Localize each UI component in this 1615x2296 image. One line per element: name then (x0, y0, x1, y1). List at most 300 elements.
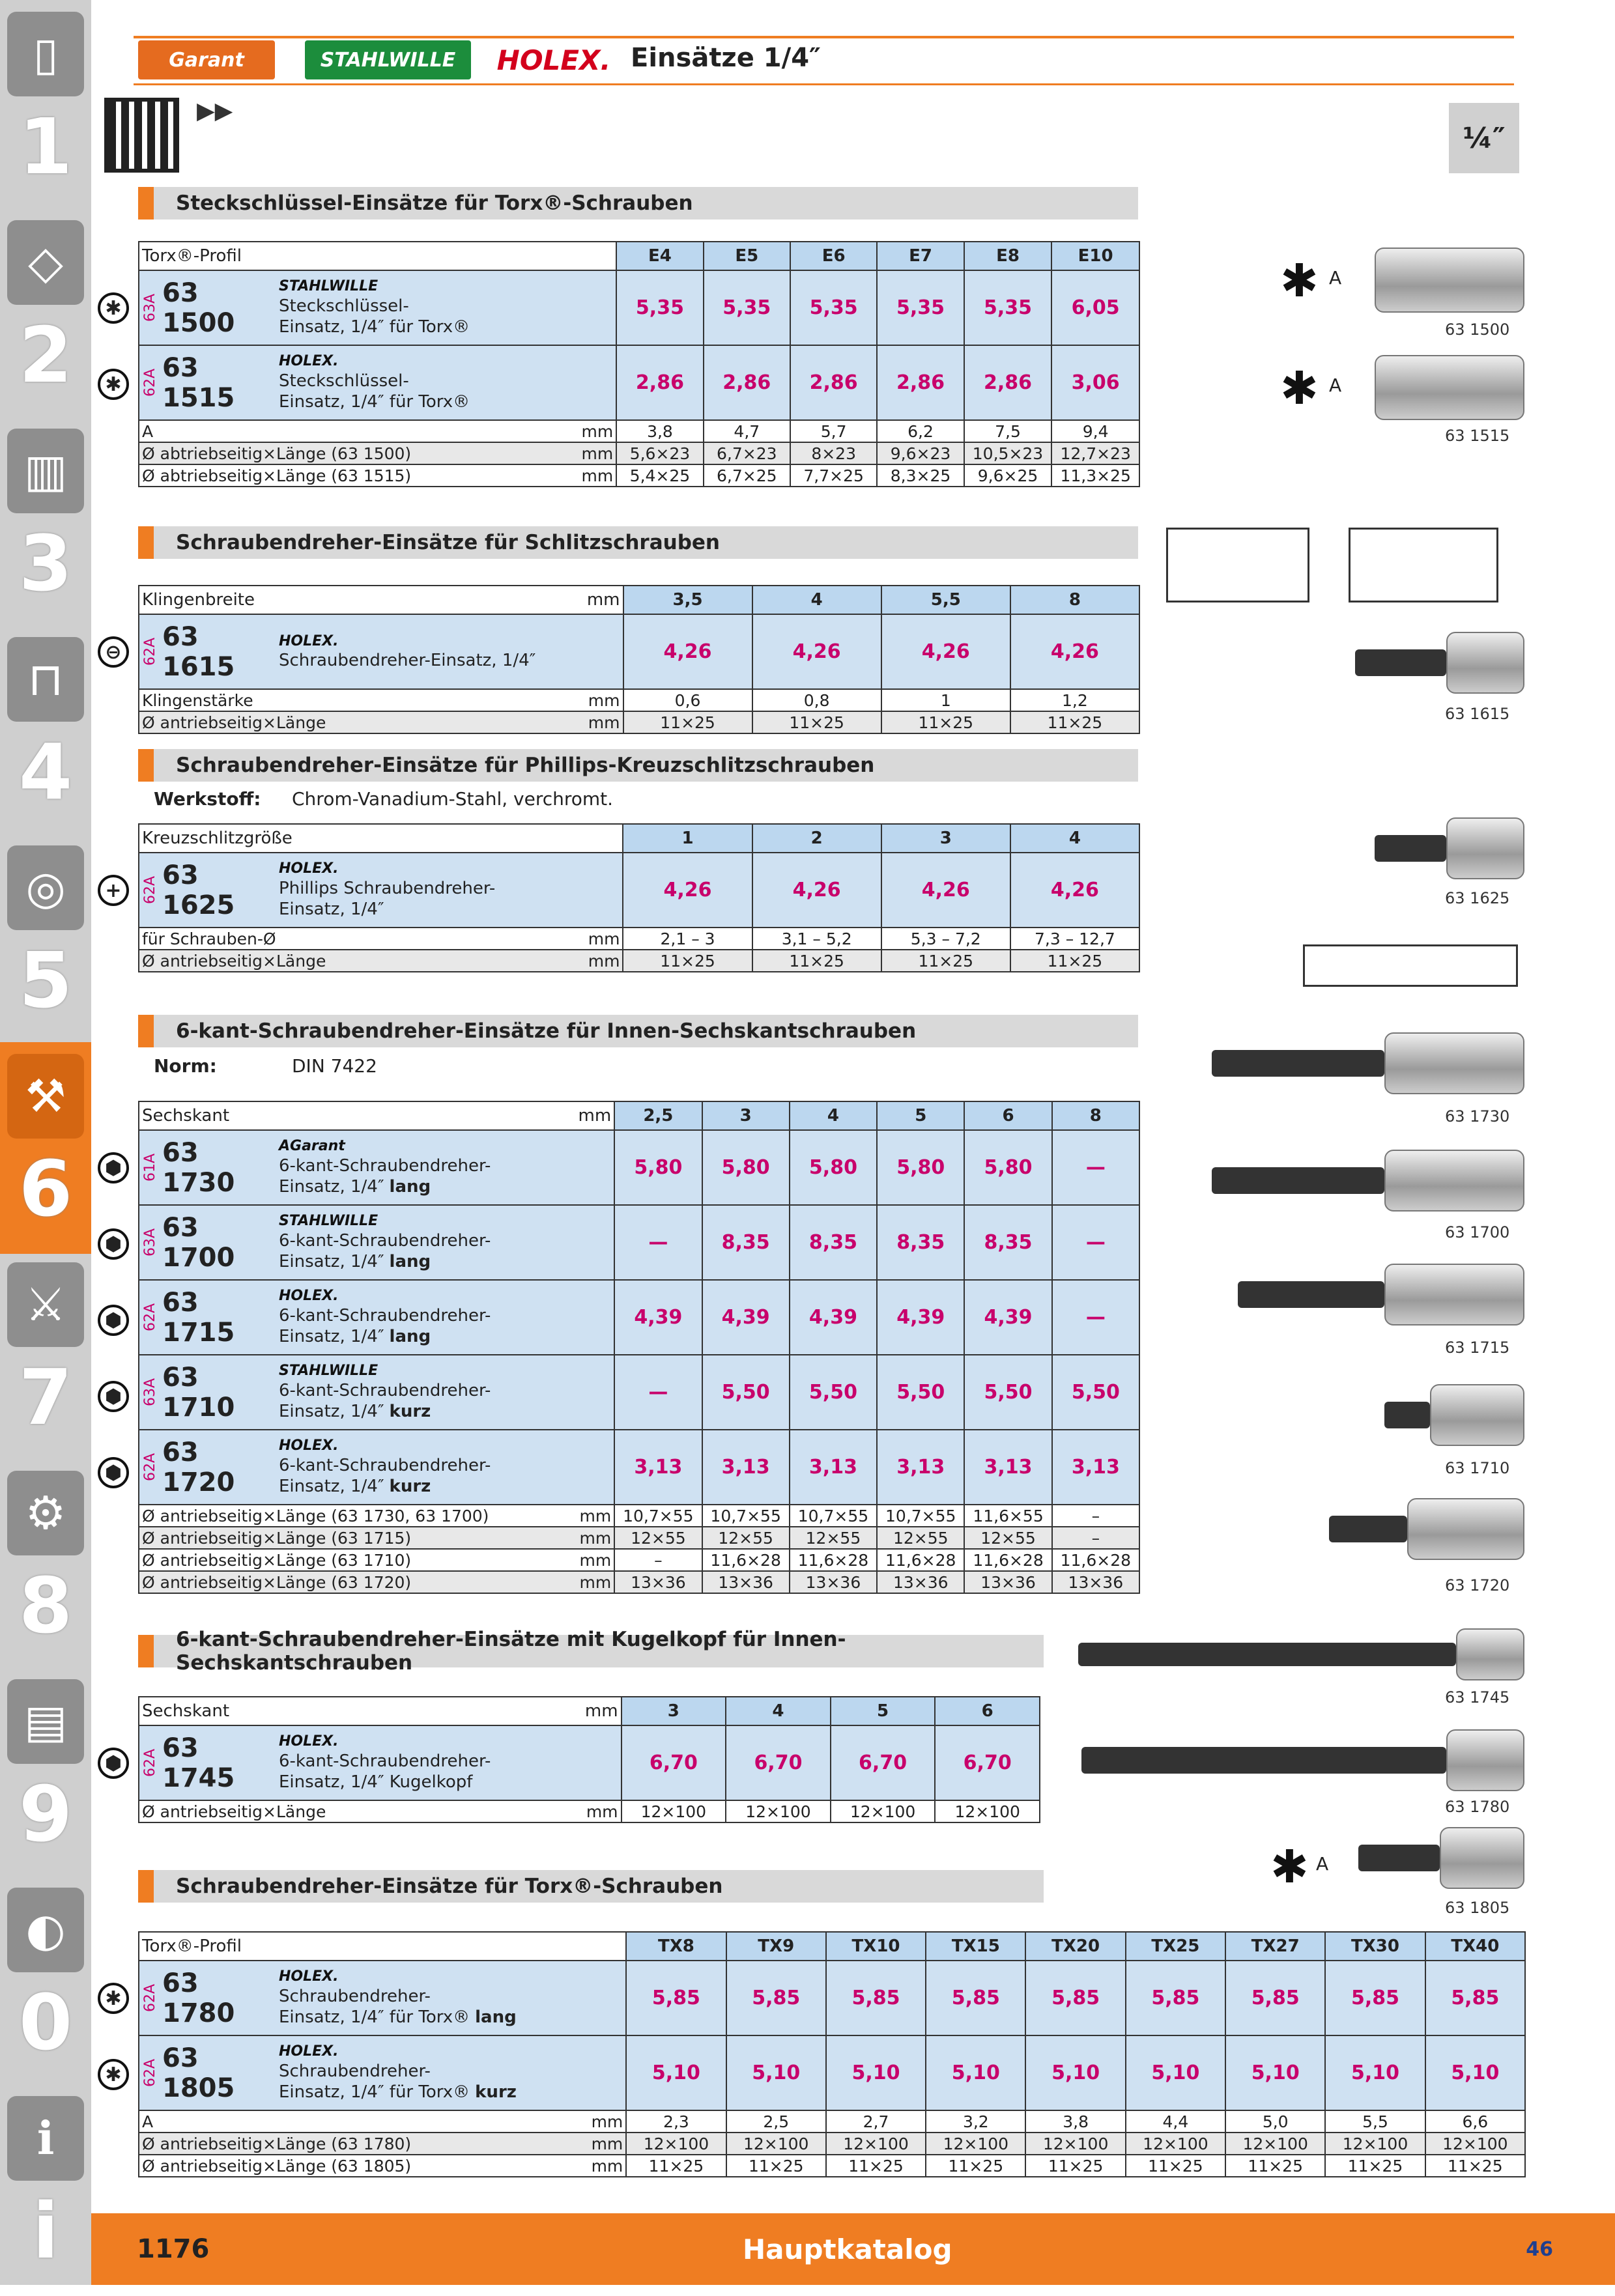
spec-value: – (614, 1549, 702, 1571)
price-cell[interactable]: 5,10 (1425, 2035, 1525, 2110)
product-info (142, 860, 620, 920)
spec-row (139, 1549, 1139, 1571)
price-cell[interactable]: 8,35 (877, 1205, 964, 1280)
spec-value: 12×100 (726, 1800, 831, 1822)
spec-value: 3,8 (1025, 2110, 1125, 2133)
price-cell[interactable]: 5,50 (702, 1355, 790, 1430)
sidebar-tab-1[interactable] (0, 0, 91, 212)
description-line-1: 6-kant-Schraubendreher- (279, 1380, 491, 1400)
price-cell[interactable]: — (1052, 1130, 1139, 1205)
price-cell[interactable]: 8,35 (964, 1205, 1051, 1280)
product-image-label: 63 1710 (1445, 1459, 1510, 1477)
hex-socket-icon: ⬢ (98, 1457, 129, 1488)
spec-value: 5,4×25 (616, 464, 703, 487)
product-table (138, 241, 1140, 487)
header-label: Klingenbreite (139, 586, 584, 614)
price-cell[interactable]: 5,85 (1425, 1961, 1525, 2035)
price-cell[interactable]: 5,35 (616, 270, 703, 345)
spec-value: 13×36 (1052, 1571, 1139, 1593)
price-cell[interactable]: 3,13 (790, 1430, 877, 1505)
spec-value: 2,7 (826, 2110, 926, 2133)
spec-row (139, 1800, 1040, 1822)
spec-label: Klingenstärke (139, 689, 584, 711)
price-cell[interactable]: — (1052, 1280, 1139, 1355)
price-group-code: 61A (142, 1153, 158, 1182)
size-column-header: 3 (622, 1697, 726, 1725)
spec-value: 11×25 (1325, 2155, 1425, 2177)
price-cell[interactable]: 2,86 (790, 345, 877, 420)
bit-631625-image-bit (1375, 835, 1446, 862)
torx-profile-icon: ✱ (1280, 254, 1319, 307)
product-image-label: 63 1780 (1445, 1798, 1510, 1816)
price-cell[interactable]: 5,85 (1126, 1961, 1225, 2035)
spec-value: 5,0 (1225, 2110, 1325, 2133)
sidebar-tab-i[interactable] (0, 2084, 91, 2296)
price-cell[interactable]: 5,10 (1126, 2035, 1225, 2110)
spec-value: 11×25 (881, 950, 1010, 972)
price-cell[interactable]: 5,85 (626, 1961, 726, 2035)
price-group-code: 62A (142, 637, 158, 666)
product-row[interactable] (139, 345, 1139, 420)
article-number[interactable]: 63 1805 (162, 2043, 235, 2103)
product-row[interactable] (139, 1130, 1139, 1205)
sidebar-tab-4[interactable] (0, 625, 91, 837)
spec-value: 11×25 (926, 2155, 1025, 2177)
chapter-number: i (32, 2186, 59, 2276)
brand-label: HOLEX. (279, 1288, 339, 1305)
size-column-header: 4 (752, 586, 881, 614)
spec-value: 12×55 (964, 1527, 1051, 1549)
product-id (142, 622, 279, 682)
price-cell[interactable]: — (1052, 1205, 1139, 1280)
description-line-2: Einsatz, 1/4″ (279, 900, 384, 920)
product-table (138, 823, 1140, 972)
spec-value: 11×25 (1025, 2155, 1125, 2177)
spec-value: 10,7×55 (790, 1505, 877, 1527)
spec-value: 2,3 (626, 2110, 726, 2133)
section-title: 6-kant-Schraubendreher-Einsätze für Innen-Sechskantschrauben (138, 1015, 1138, 1047)
variant-label: lang (389, 1252, 431, 1272)
article-number[interactable]: 63 1730 (162, 1137, 235, 1198)
spec-row (139, 1571, 1139, 1593)
bit-631805-image-bit (1358, 1845, 1440, 1872)
spec-value: 6,6 (1425, 2110, 1525, 2133)
product-row[interactable] (139, 1280, 1139, 1355)
product-id (142, 1138, 279, 1198)
product-image-label: 63 1715 (1445, 1339, 1510, 1357)
product-table (138, 1696, 1040, 1823)
product-description (279, 2043, 517, 2103)
article-number[interactable]: 63 1745 (162, 1733, 235, 1793)
price-cell[interactable]: 5,10 (926, 2035, 1025, 2110)
spec-label: Ø antriebseitig×Länge (63 1780) (139, 2133, 587, 2155)
size-column-header: 8 (1052, 1101, 1139, 1130)
garant-logo: Garant (138, 40, 275, 79)
price-cell[interactable]: 5,85 (1225, 1961, 1325, 2035)
size-column-header: 2 (752, 824, 881, 853)
spec-value: 10,7×55 (877, 1505, 964, 1527)
price-cell[interactable]: 5,85 (926, 1961, 1025, 2035)
holex-logo: HOLEX. (496, 44, 611, 76)
sidebar-tab-9[interactable] (0, 1667, 91, 1879)
spec-row (139, 689, 1139, 711)
chapter-6-icon: ⚒ (7, 1054, 84, 1139)
chapter-2-icon: ◇ (7, 220, 84, 305)
brand-label: HOLEX. (279, 1733, 339, 1750)
spec-value: 13×36 (614, 1571, 702, 1593)
product-row[interactable] (139, 1430, 1139, 1505)
product-row[interactable] (139, 270, 1139, 345)
article-number[interactable]: 63 1615 (162, 621, 235, 682)
product-row[interactable] (139, 2035, 1525, 2110)
spec-unit: mm (582, 1800, 622, 1822)
spec-value: 11×25 (626, 2155, 726, 2177)
price-cell[interactable]: 5,35 (964, 270, 1052, 345)
product-description (279, 1287, 491, 1348)
spec-row (139, 711, 1139, 733)
bit-631615-image-bit (1355, 649, 1446, 677)
price-cell[interactable]: 5,80 (702, 1130, 790, 1205)
article-number[interactable]: 63 1710 (162, 1362, 235, 1423)
price-cell[interactable]: 5,80 (877, 1130, 964, 1205)
article-number[interactable]: 63 1780 (162, 1968, 235, 2028)
spec-value: 1,2 (1010, 689, 1139, 711)
price-cell[interactable]: 4,39 (702, 1280, 790, 1355)
header-label: Kreuzschlitzgröße (139, 824, 584, 853)
product-cell (139, 1355, 614, 1430)
spec-label: Ø antriebseitig×Länge (63 1720) (139, 1571, 575, 1593)
spec-value: 3,2 (926, 2110, 1025, 2133)
spec-label: Ø antriebseitig×Länge (63 1715) (139, 1527, 575, 1549)
spec-value: 11×25 (826, 2155, 926, 2177)
product-cell (139, 270, 616, 345)
price-cell[interactable]: 5,85 (1325, 1961, 1425, 2035)
price-cell[interactable]: 5,80 (790, 1130, 877, 1205)
size-column-header: TX27 (1225, 1932, 1325, 1961)
price-cell[interactable]: 5,50 (877, 1355, 964, 1430)
product-table (138, 585, 1140, 734)
spec-value: 11×25 (623, 950, 752, 972)
product-id (142, 1968, 279, 2028)
article-number[interactable]: 63 1720 (162, 1437, 235, 1497)
bit-631730-image-bit (1212, 1050, 1384, 1077)
price-cell[interactable]: — (614, 1205, 702, 1280)
spec-value: 12×55 (877, 1527, 964, 1549)
spec-value: 2,5 (726, 2110, 826, 2133)
price-cell[interactable]: 6,70 (622, 1725, 726, 1800)
description-line-1: Phillips Schraubendreher- (279, 878, 496, 898)
size-column-header: TX20 (1025, 1932, 1125, 1961)
spec-value: 12,7×23 (1051, 442, 1139, 464)
description-line-1: Steckschlüssel- (279, 371, 409, 391)
price-cell[interactable]: 8,35 (790, 1205, 877, 1280)
price-cell[interactable]: 5,50 (964, 1355, 1051, 1430)
price-cell[interactable]: 6,05 (1051, 270, 1139, 345)
product-row[interactable] (139, 1355, 1139, 1430)
price-cell[interactable]: 3,13 (702, 1430, 790, 1505)
size-column-header: 3,5 (623, 586, 752, 614)
spec-value: 11,6×28 (702, 1549, 790, 1571)
size-column-header: E7 (877, 242, 964, 270)
price-cell[interactable]: 3,13 (964, 1430, 1051, 1505)
chapter-number: 5 (18, 935, 73, 1025)
price-cell[interactable]: 2,86 (704, 345, 790, 420)
description-line-1: Schraubendreher- (279, 1986, 431, 2006)
price-cell[interactable]: 4,39 (964, 1280, 1051, 1355)
variant-label: kurz (389, 1402, 431, 1422)
header-unit (584, 824, 623, 853)
sidebar-tab-6[interactable] (0, 1042, 91, 1254)
price-cell[interactable]: — (614, 1355, 702, 1430)
price-cell[interactable]: 5,35 (790, 270, 877, 345)
article-number[interactable]: 63 1700 (162, 1212, 235, 1273)
price-cell[interactable]: 5,85 (1025, 1961, 1125, 2035)
spec-unit: mm (577, 442, 616, 464)
spec-value: 5,3 – 7,2 (881, 928, 1010, 950)
bit-631745-image (1456, 1628, 1524, 1680)
bit-631715-image-bit (1238, 1281, 1384, 1309)
product-info (142, 2043, 623, 2103)
product-table (138, 1931, 1526, 2177)
description-line-1: Schraubendreher-Einsatz, 1/4″ (279, 651, 536, 670)
spec-unit: mm (587, 2110, 626, 2133)
spec-value: 11,6×28 (964, 1549, 1051, 1571)
product-cell (139, 1130, 614, 1205)
price-cell[interactable]: 2,86 (616, 345, 703, 420)
sidebar-tab-0[interactable] (0, 1876, 91, 2088)
meta-label: Werkstoff: (154, 788, 261, 810)
price-cell[interactable]: 5,10 (626, 2035, 726, 2110)
product-image-label: 63 1700 (1445, 1223, 1510, 1241)
chapter-8-icon: ⚙ (7, 1471, 84, 1555)
price-cell[interactable]: 3,06 (1051, 345, 1139, 420)
chapter-4-icon: ⊓ (7, 637, 84, 722)
sidebar-tab-2[interactable] (0, 208, 91, 420)
forward-arrow-icon[interactable]: ▶▶ (197, 98, 233, 124)
size-column-header: 6 (964, 1101, 1051, 1130)
price-group-code: 62A (142, 875, 158, 905)
spec-value: 6,2 (877, 420, 964, 442)
table-header-row (139, 242, 1139, 270)
spec-value: 7,3 – 12,7 (1010, 928, 1139, 950)
torx-profile-icon: ✱ (1280, 361, 1319, 415)
price-cell[interactable]: 3,13 (1052, 1430, 1139, 1505)
spec-row (139, 2110, 1525, 2133)
spec-value: 11×25 (623, 711, 752, 733)
product-id (142, 1733, 279, 1793)
sidebar-tab-3[interactable] (0, 417, 91, 629)
spec-value: 5,7 (790, 420, 877, 442)
header-unit (587, 1932, 626, 1961)
price-cell[interactable]: 6,70 (726, 1725, 831, 1800)
product-description (279, 1362, 491, 1423)
spec-value: 12×55 (702, 1527, 790, 1549)
size-column-header: TX25 (1126, 1932, 1225, 1961)
table-header-row (139, 1101, 1139, 1130)
product-id (142, 1363, 279, 1423)
product-id (142, 860, 279, 920)
price-cell[interactable]: 4,26 (881, 614, 1010, 689)
size-column-header: TX40 (1425, 1932, 1525, 1961)
spec-value: 12×100 (1126, 2133, 1225, 2155)
size-badge: ¼″ (1449, 103, 1519, 173)
price-cell[interactable]: 5,85 (826, 1961, 926, 2035)
bit-631720-image-bit (1329, 1516, 1407, 1543)
product-table (138, 1101, 1140, 1594)
description-line-1: 6-kant-Schraubendreher- (279, 1751, 491, 1771)
spec-value: 10,5×23 (964, 442, 1052, 464)
price-cell[interactable]: 4,26 (752, 614, 881, 689)
size-column-header: 3 (881, 824, 1010, 853)
price-cell[interactable]: 4,26 (623, 853, 752, 928)
product-id (142, 353, 279, 413)
price-cell[interactable]: 4,39 (790, 1280, 877, 1355)
section-title: Schraubendreher-Einsätze für Schlitzschrauben (138, 526, 1138, 559)
price-cell[interactable]: 4,26 (881, 853, 1010, 928)
description-line-2: Einsatz, 1/4″ (279, 1252, 384, 1272)
brand-label: AGarant (279, 1138, 345, 1155)
article-number[interactable]: 63 1715 (162, 1287, 235, 1348)
spec-value: 13×36 (964, 1571, 1051, 1593)
price-cell[interactable]: 4,26 (752, 853, 881, 928)
product-cell (139, 1430, 614, 1505)
spec-value: 12×100 (926, 2133, 1025, 2155)
torx-star-icon: ✱ (98, 292, 129, 324)
dimension-A: A (1329, 267, 1342, 289)
product-cell (139, 1205, 614, 1280)
article-number[interactable]: 63 1625 (162, 860, 235, 920)
section-meta (154, 788, 613, 810)
price-cell[interactable]: 8,35 (702, 1205, 790, 1280)
spec-value: 13×36 (702, 1571, 790, 1593)
spec-value: 13×36 (790, 1571, 877, 1593)
meta-value: DIN 7422 (292, 1055, 377, 1077)
description-line-2: Einsatz, 1/4″ (279, 1477, 384, 1497)
price-cell[interactable]: 4,26 (1010, 853, 1139, 928)
meta-value: Chrom-Vanadium-Stahl, verchromt. (292, 788, 614, 810)
chapter-number: 7 (18, 1352, 73, 1442)
product-image-label: 63 1625 (1445, 889, 1510, 907)
spec-row (139, 928, 1139, 950)
price-cell[interactable]: 4,39 (614, 1280, 702, 1355)
price-cell[interactable]: 5,10 (726, 2035, 826, 2110)
sidebar-tab-7[interactable] (0, 1251, 91, 1462)
price-cell[interactable]: 4,39 (877, 1280, 964, 1355)
spec-value: 4,7 (704, 420, 790, 442)
spec-value: 6,7×23 (704, 442, 790, 464)
header-label: Sechskant (139, 1101, 575, 1130)
size-column-header: TX8 (626, 1932, 726, 1961)
qr-code-icon[interactable] (104, 98, 179, 173)
spec-row (139, 1505, 1139, 1527)
price-cell[interactable]: 5,35 (704, 270, 790, 345)
description-line-2: Einsatz, 1/4″ für Torx® (279, 317, 470, 337)
price-cell[interactable]: 4,26 (1010, 614, 1139, 689)
size-column-header: 8 (1010, 586, 1139, 614)
price-cell[interactable]: 4,26 (623, 614, 752, 689)
article-number[interactable]: 63 1500 (162, 277, 235, 338)
spec-value: 12×100 (622, 1800, 726, 1822)
size-column-header: E4 (616, 242, 703, 270)
price-cell[interactable]: 6,70 (935, 1725, 1040, 1800)
chapter-3-icon: ▥ (7, 429, 84, 513)
price-cell[interactable]: 5,85 (726, 1961, 826, 2035)
product-row[interactable] (139, 853, 1139, 928)
product-cell (139, 1961, 626, 2035)
spec-row (139, 950, 1139, 972)
description-line-1: 6-kant-Schraubendreher- (279, 1455, 491, 1475)
price-cell[interactable]: 3,13 (614, 1430, 702, 1505)
price-cell[interactable]: 5,80 (964, 1130, 1051, 1205)
sidebar-tab-8[interactable] (0, 1459, 91, 1671)
price-cell[interactable]: 5,10 (826, 2035, 926, 2110)
spec-value: 7,7×25 (790, 464, 877, 487)
price-cell[interactable]: 2,86 (964, 345, 1052, 420)
spec-value: 11,6×28 (790, 1549, 877, 1571)
sidebar-tab-5[interactable] (0, 834, 91, 1045)
variant-label: kurz (389, 1477, 431, 1497)
spec-value: 4,4 (1126, 2110, 1225, 2133)
hex-bit-drawing (1303, 944, 1518, 987)
product-row[interactable] (139, 1725, 1040, 1800)
product-description (279, 1137, 491, 1198)
spec-value: 12×55 (790, 1527, 877, 1549)
bit-631700-image (1384, 1150, 1524, 1212)
product-id (142, 1213, 279, 1273)
product-info (142, 277, 613, 338)
spec-value: 12×100 (626, 2133, 726, 2155)
table-header-row (139, 824, 1139, 853)
header-unit: mm (582, 1697, 622, 1725)
size-column-header: 5,5 (881, 586, 1010, 614)
product-info (142, 1287, 611, 1348)
table-header-row (139, 1932, 1525, 1961)
price-group-code: 62A (142, 1453, 158, 1482)
spec-value: 5,6×23 (616, 442, 703, 464)
bit-631615-image (1446, 632, 1524, 694)
size-column-header: 5 (831, 1697, 936, 1725)
price-cell[interactable]: 3,13 (877, 1430, 964, 1505)
article-number[interactable]: 63 1515 (162, 352, 235, 413)
spec-unit: mm (575, 1549, 614, 1571)
product-row[interactable] (139, 614, 1139, 689)
product-row[interactable] (139, 1205, 1139, 1280)
product-description (279, 1733, 491, 1793)
spec-value: 11,6×28 (1052, 1549, 1139, 1571)
price-cell[interactable]: 5,10 (1325, 2035, 1425, 2110)
price-cell[interactable]: 5,10 (1225, 2035, 1325, 2110)
price-cell[interactable]: 5,50 (790, 1355, 877, 1430)
price-cell[interactable]: 5,35 (877, 270, 964, 345)
price-cell[interactable]: 2,86 (877, 345, 964, 420)
price-cell[interactable]: 5,80 (614, 1130, 702, 1205)
brand-label: HOLEX. (279, 2043, 339, 2060)
price-cell[interactable]: 6,70 (831, 1725, 936, 1800)
price-cell[interactable]: 5,50 (1052, 1355, 1139, 1430)
price-cell[interactable]: 5,10 (1025, 2035, 1125, 2110)
header-label: Torx®-Profil (139, 1932, 587, 1961)
slot-screw-icon: ⊖ (98, 636, 129, 668)
product-row[interactable] (139, 1961, 1525, 2035)
price-group-code: 62A (142, 1303, 158, 1332)
bit-631700-image-bit (1212, 1167, 1384, 1195)
section-meta (154, 1055, 377, 1077)
bit-631730-image (1384, 1032, 1524, 1094)
spec-value: 2,1 – 3 (623, 928, 752, 950)
description-line-1: 6-kant-Schraubendreher- (279, 1155, 491, 1176)
bit-631625-image (1446, 817, 1524, 879)
brand-label: STAHLWILLE (279, 278, 379, 295)
